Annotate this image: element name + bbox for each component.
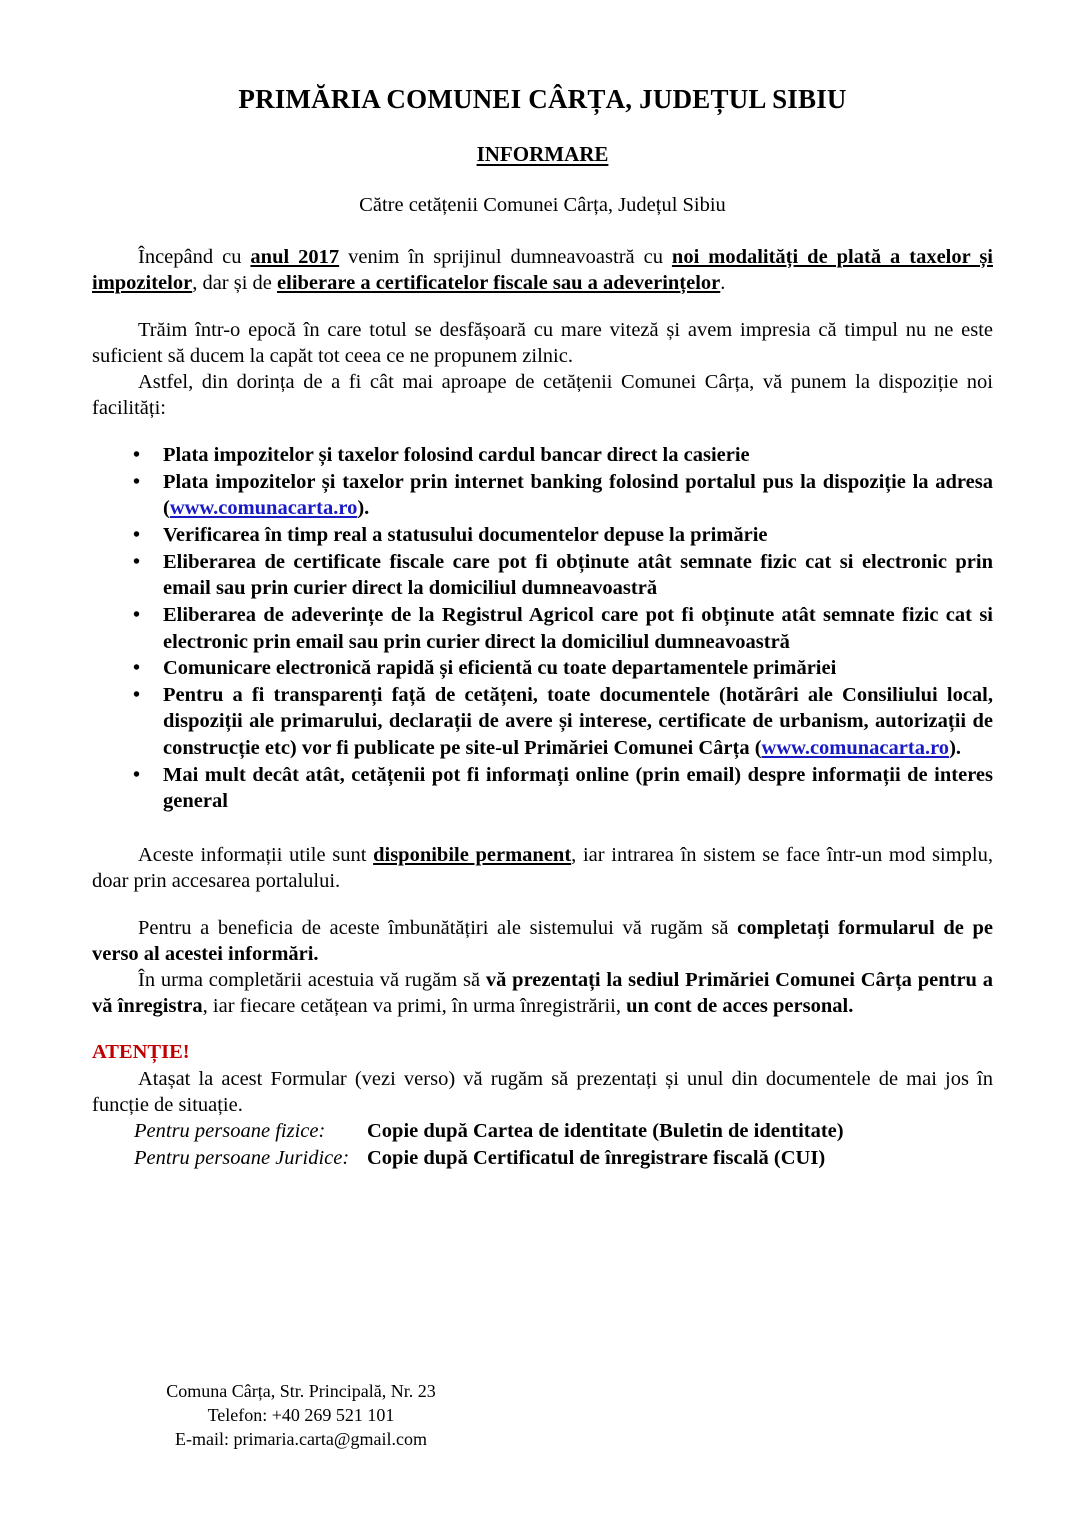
intro-p1-emphasis-certificates: eliberare a certificatelor fiscale sau a adeverințelor [277,271,721,294]
intro-p1-emphasis-payment: noi modalități de plată a taxelor și impozitelor [92,245,993,294]
page-title: PRIMĂRIA COMUNEI CÂRȚA, JUDEȚUL SIBIU [238,84,847,114]
closing-paragraph-1 [92,842,993,894]
document-footer [96,1379,506,1451]
list-item-text-post: ). [357,497,370,520]
closing-p4-part-a: Aceste informații utile sunt [138,844,374,867]
closing-p5-part-a: Pentru a beneficia de aceste îmbunătățiri ale sistemului vă rugăm să [138,917,738,940]
intro-paragraph-2: Trăim într-o epocă în care totul se desfășoară cu mare viteză și avem impresia că timpul nu ne este suficient să ducem la capăt tot ceea ce ne propunem zilnic. [92,318,993,367]
attention-heading: ATENȚIE! [92,1041,190,1064]
list-item-text: Pentru a fi transparenți față de cetățeni, toate documentele (hotărâri ale Consiliului local, dispoziții ale primarului, declarații de avere și interese, certificate de urbanism, autorizații de construcție etc) vor fi publicate pe site-ul Primăriei Comunei Cârța ( [163,683,993,760]
attention-row-natural-persons [134,1118,993,1145]
document-subtitle: INFORMARE [476,141,609,166]
attention-row-label: Pentru persoane Juridice: [134,1146,350,1169]
closing-paragraph-2 [92,915,993,967]
attention-row-value: Copie după Cartea de identitate (Buletin de identitate) [367,1119,844,1142]
attention-row-value: Copie după Certificatul de înregistrare fiscală (CUI) [367,1146,826,1169]
website-link[interactable]: www.comunacarta.ro [169,497,358,520]
spacer [92,1019,993,1040]
list-item-text: Eliberarea de certificate fiscale care pot fi obținute atât semnate fizic cat si electronic prin email sau prin curier direct la domiciliul dumneavoastră [163,550,993,600]
intro-p1-part-a: Începând cu [138,245,251,268]
list-item [92,655,993,682]
intro-p1-part-g: . [720,271,726,294]
list-item [92,602,993,655]
list-item-text: Verificarea în timp real a statusului documentelor depuse la primărie [163,523,768,546]
intro-paragraph-3: Astfel, din dorința de a fi cât mai aproape de cetățenii Comunei Cârța, vă punem la dispoziție noi facilități: [92,370,993,420]
list-item-text: Plata impozitelor și taxelor folosind cardul bancar direct la casierie [163,444,750,467]
intro-p1-part-e: , dar și de [192,271,278,294]
subtitle-row [92,142,993,167]
document-content [92,84,993,1171]
intro-p1-part-c: venim în sprijinul dumneavoastră cu [339,245,672,268]
spacer [92,421,993,442]
addressee-line: Către cetățenii Comunei Cârța, Județul Sibiu [359,193,726,216]
list-item-text: Eliberarea de adeverințe de la Registrul Agricol care pot fi obținute atât semnate fizic cat si electronic prin email sau prin curier direct la domiciliul dumneavoastră [163,603,993,653]
closing-p6-part-a: În urma completării acestuia vă rugăm să [138,969,486,992]
footer-phone: Telefon: +40 269 521 101 [207,1405,395,1426]
closing-p4-emphasis: disponibile permanent [373,844,572,867]
footer-address: Comuna Cârța, Str. Principală, Nr. 23 [166,1381,436,1401]
closing-p6-part-c: , iar fiecare cetățean va primi, în urma înregistrării, [202,995,627,1018]
intro-p1-emphasis-year: anul 2017 [250,245,340,268]
spacer [92,296,993,317]
attention-body: Atașat la acest Formular (vezi verso) vă rugăm să prezentați și unul din documentele de mai jos în funcție de situație. [92,1067,993,1116]
list-item [92,682,993,762]
spacer [92,815,993,842]
facilities-list [92,442,993,815]
list-item-text-post: ). [949,737,962,760]
list-item [92,762,993,815]
closing-p4-part-c: , iar intrarea în sistem se face într-un mod simplu, doar prin accesarea portalului. [92,844,993,893]
list-item [92,442,993,469]
closing-p6-emphasis-account: un cont de acces personal. [626,995,854,1018]
intro-paragraph-1 [92,244,993,296]
closing-p6-emphasis-present: vă prezentați la sediul Primăriei Comunei Cârța pentru a vă înregistra [92,969,993,1018]
list-item [92,522,993,549]
attention-row-label: Pentru persoane fizice: [134,1119,326,1142]
website-link[interactable]: www.comunacarta.ro [761,737,950,760]
list-item [92,549,993,602]
footer-email: E-mail: primaria.carta@gmail.com [175,1429,427,1450]
closing-p5-emphasis: completați formularul de pe verso al acestei informări. [92,917,993,966]
list-item [92,469,993,522]
list-item-text: Mai mult decât atât, cetățenii pot fi informați online (prin email) despre informații de interes general [163,763,993,813]
spacer [92,894,993,915]
list-item-text: Plata impozitelor și taxelor prin internet banking folosind portalul pus la dispoziție la adresa ( [163,470,993,520]
list-item-text: Comunicare electronică rapidă și eficientă cu toate departamentele primăriei [163,657,837,680]
closing-paragraph-3 [92,967,993,1019]
spacer [92,217,993,244]
attention-row-legal-persons [134,1145,993,1172]
